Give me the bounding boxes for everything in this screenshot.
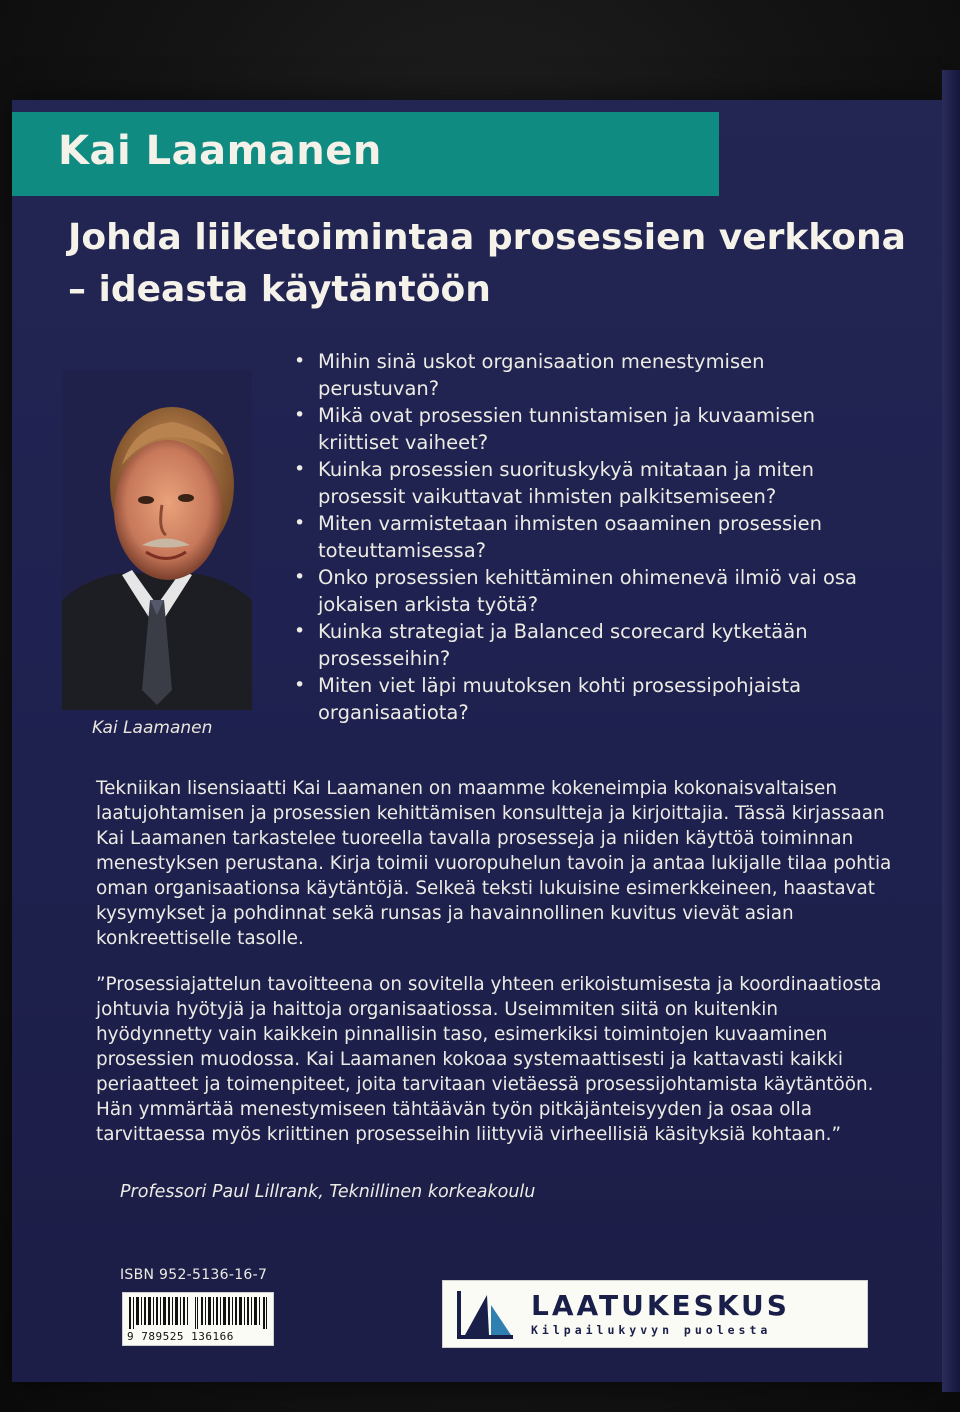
book-title xyxy=(68,212,928,316)
question-text: Onko prosessien kehittäminen ohimenevä ilmiö vai osa jokaisen arkista työtä? xyxy=(318,566,857,616)
review-quote: ”Prosessiajattelun tavoitteena on sovitella yhteen erikoistumisesta ja koordinaatiosta johtuvia hyötyjä ja haittoja organisaatiossa. Useimmiten siitä on kuitenkin hyödynnetty vain kaikkein pinnallisin taso, esimerkiksi toimintojen kuvaaminen prosessien muodossa. Kai Laamanen kokoaa systemaattisesti ja kattavasti kaikki periaatteet ja toimenpiteet, joita tarvitaan vietäessä prosessijohtamista käytäntöön. Hän ymmärtää menestymiseen tähtäävän työn pitkäjänteisyyden ja osaa olla tarvittaessa myös kriittinen prosesseihin liittyviä virheellisiä käsityksiä kohtaan.” xyxy=(96,974,882,1145)
isbn-text: ISBN 952-5136-16-7 xyxy=(120,1267,268,1283)
question-item xyxy=(290,402,890,456)
publisher-tagline: Kilpailukyvyn puolesta xyxy=(531,1323,772,1337)
bullet-icon: • xyxy=(294,458,306,480)
publisher-name: LAATUKESKUS xyxy=(531,1289,790,1322)
question-list xyxy=(290,348,890,726)
question-text: Kuinka prosessien suorituskykyä mitataan ja miten prosessit vaikuttavat ihmisten palkitsemiseen? xyxy=(318,458,814,508)
book-title-line1: Johda liiketoimintaa prosessien verkkona xyxy=(68,217,906,258)
question-item xyxy=(290,456,890,510)
barcode-digits: 9 789525 136166 xyxy=(127,1330,234,1343)
barcode xyxy=(122,1292,274,1346)
question-text: Miten varmistetaan ihmisten osaaminen prosessien toteuttamisessa? xyxy=(318,512,822,562)
bullet-icon: • xyxy=(294,566,306,588)
book-spine-edge xyxy=(942,70,960,1392)
bullet-icon: • xyxy=(294,350,306,372)
bullet-icon: • xyxy=(294,512,306,534)
barcode-bars-icon xyxy=(129,1297,267,1329)
quote-attribution: Professori Paul Lillrank, Teknillinen korkeakoulu xyxy=(120,1182,536,1202)
question-text: Miten viet läpi muutoksen kohti prosessipohjaista organisaatiota? xyxy=(318,674,802,724)
author-band xyxy=(12,112,719,196)
author-photo xyxy=(62,370,252,710)
question-item xyxy=(290,564,890,618)
book-back-cover xyxy=(12,100,942,1382)
book-title-line2: – ideasta käytäntöön xyxy=(68,269,491,310)
sailboat-icon xyxy=(455,1287,515,1341)
author-portrait xyxy=(62,370,252,710)
bullet-icon: • xyxy=(294,674,306,696)
question-text: Mikä ovat prosessien tunnistamisen ja kuvaamisen kriittiset vaiheet? xyxy=(318,404,815,454)
book-description: Tekniikan lisensiaatti Kai Laamanen on maamme kokeneimpia kokonaisvaltaisen laatujohtamisen ja prosessien kehittämisen konsultteja ja kirjoittajia. Tässä kirjassaan Kai Laamanen tarkastelee tuoreella tavalla prosesseja ja niiden käyttöä toiminnan menestyksen perustana. Kirja toimii vuoropuhelun tavoin ja antaa lukijalle tilaa pohtia oman organisaationsa käytäntöjä. Selkeä teksti lukuisine esimerkkeineen, haastavat kysymykset ja pohdinnat sekä runsas ja havainnollinen kuvitus vievät asian konkreettiselle tasolle. xyxy=(96,778,892,949)
bullet-icon: • xyxy=(294,620,306,642)
bullet-icon: • xyxy=(294,404,306,426)
question-item xyxy=(290,510,890,564)
question-text: Kuinka strategiat ja Balanced scorecard kytketään prosesseihin? xyxy=(318,620,808,670)
question-item xyxy=(290,672,890,726)
publisher-logo xyxy=(442,1280,868,1348)
question-item xyxy=(290,618,890,672)
question-text: Mihin sinä uskot organisaation menestymisen perustuvan? xyxy=(318,350,765,400)
photo-caption: Kai Laamanen xyxy=(92,718,213,738)
question-item xyxy=(290,348,890,402)
author-name: Kai Laamanen xyxy=(58,128,382,174)
